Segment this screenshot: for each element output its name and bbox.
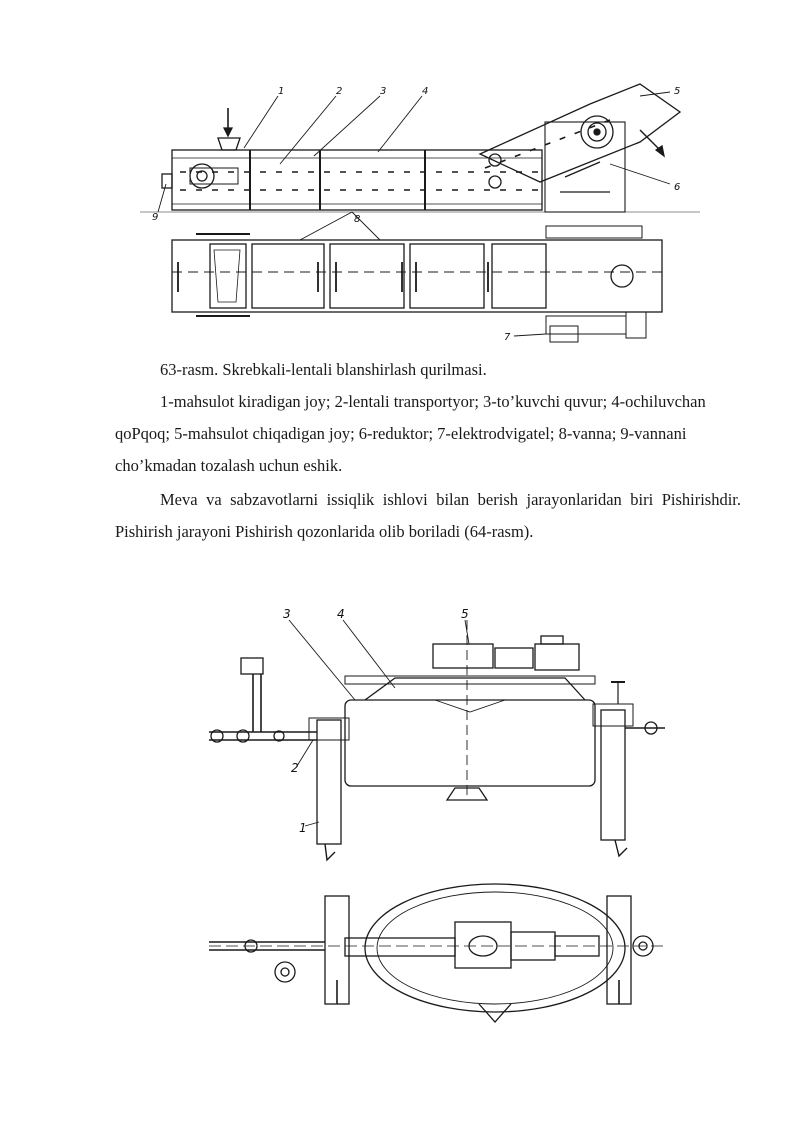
label-kettle-1: 1 [299,821,307,835]
body-paragraph: Meva va sabzavotlarni issiqlik ishlovi bilan berish jarayonlaridan biri Pishirishdir. Pishirish jarayoni Pishirish qozonlarida olib boriladi (64-rasm). [115,490,741,541]
label-kettle-2: 2 [291,761,299,775]
figure-64-drawing [195,600,665,1035]
label-5: 5 [674,86,681,97]
label-1: 1 [278,86,285,97]
label-7: 7 [504,332,511,343]
label-kettle-3: 3 [283,607,291,621]
figure-63-drawing [140,72,700,352]
figure-caption: 63-rasm. Skrebkali-lentali blanshirlash qurilmasi. [160,360,487,379]
label-8: 8 [354,214,361,225]
label-kettle-5: 5 [461,607,469,621]
label-9: 9 [152,212,159,223]
label-4: 4 [422,86,429,97]
label-3: 3 [380,86,387,97]
label-2: 2 [336,86,343,97]
label-6: 6 [674,182,681,193]
label-kettle-4: 4 [337,607,345,621]
figure-legend: 1-mahsulot kiradigan joy; 2-lentali transportyor; 3-to’kuvchi quvur; 4-ochiluvchan qoPqoq; 5-mahsulot chiqadigan joy; 6-reduktor; 7-elektrodvigatel; 8-vanna; 9-vannani cho’kmadan tozalash uchun eshik. [115,392,706,475]
